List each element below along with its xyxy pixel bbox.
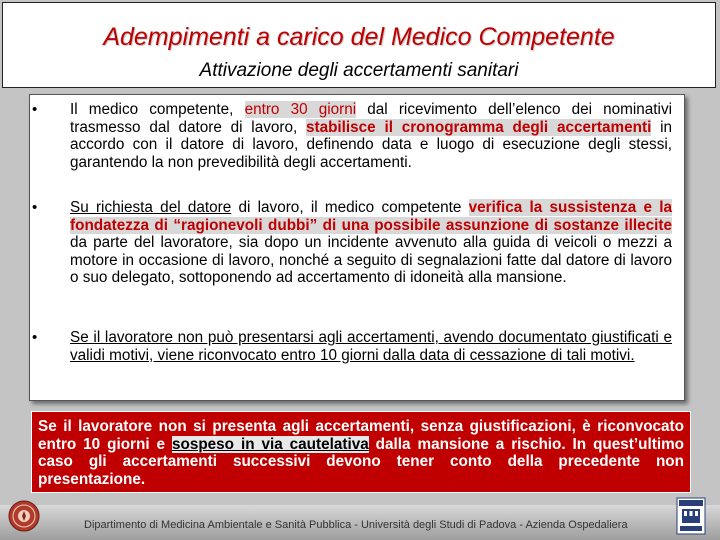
page-title: Adempimenti a carico del Medico Competente [103, 23, 615, 51]
highlight-suspended: sospeso in via cautelativa [171, 435, 369, 453]
text-run: dalla mansione a rischio. In quest’ultimo caso gli accertamenti successivi devono tener conto della precedente non presentazione. [38, 435, 685, 488]
text-run: di lavoro, il medico competente [231, 199, 469, 216]
bullet-marker: • [32, 329, 38, 346]
footer-bar [0, 505, 720, 540]
bullet-text [70, 329, 672, 364]
bullet-text [70, 199, 672, 287]
text-run: Il medico competente, [70, 101, 245, 118]
text-run: da parte del lavoratore, sia dopo un incidente avvenuto alla guida di veicoli o mezzi a motore in occasione di lavoro, nonché a seguito di segnalazioni fatte dal datore di lavoro o suo delegato, sottoponendo ad accertamento di idoneità alla mansione. [70, 234, 672, 286]
text-run: Se il lavoratore non si presenta agli accertamenti, senza giustificazioni, è riconvocato entro 10 giorni e [38, 418, 684, 453]
underlined-run: Se il lavoratore non può presentarsi agli accertamenti, avendo documentato giustificati e validi motivi, viene riconvocato entro 10 giorni dalla data di cessazione di tali motivi. [70, 329, 672, 364]
notice-box [31, 411, 691, 493]
university-seal-icon [8, 500, 40, 532]
footer-text: Dipartimento di Medicina Ambientale e Sanità Pubblica - Università degli Studi di Padova - Azienda Ospedaliera [84, 519, 628, 531]
bullet-marker: • [32, 101, 38, 118]
text-run: dal ricevimento dell’elenco dei nominativi trasmesso dal datore di lavoro, [70, 101, 673, 136]
bullet-marker: • [32, 199, 38, 216]
content-panel [29, 94, 685, 401]
text-run: in accordo con il datore di lavoro, definendo data e luogo di esecuzione degli stessi, garantendo la non prevedibilità degli accertamenti. [70, 118, 672, 171]
highlight-verify: verifica la sussistenza e la fondatezza di “ragionevoli dubbi” di una possibile assunzione di sostanze illecite [70, 199, 672, 234]
highlight-deadline: entro 30 giorni [244, 101, 357, 118]
underlined-run: Su richiesta del datore [70, 199, 232, 216]
title-box [2, 2, 716, 88]
bullet-text [70, 101, 672, 171]
hospital-emblem-icon [676, 497, 706, 535]
page-subtitle: Attivazione degli accertamenti sanitari [199, 60, 519, 81]
highlight-schedule: stabilisce il cronogramma degli accertamenti [305, 118, 652, 136]
